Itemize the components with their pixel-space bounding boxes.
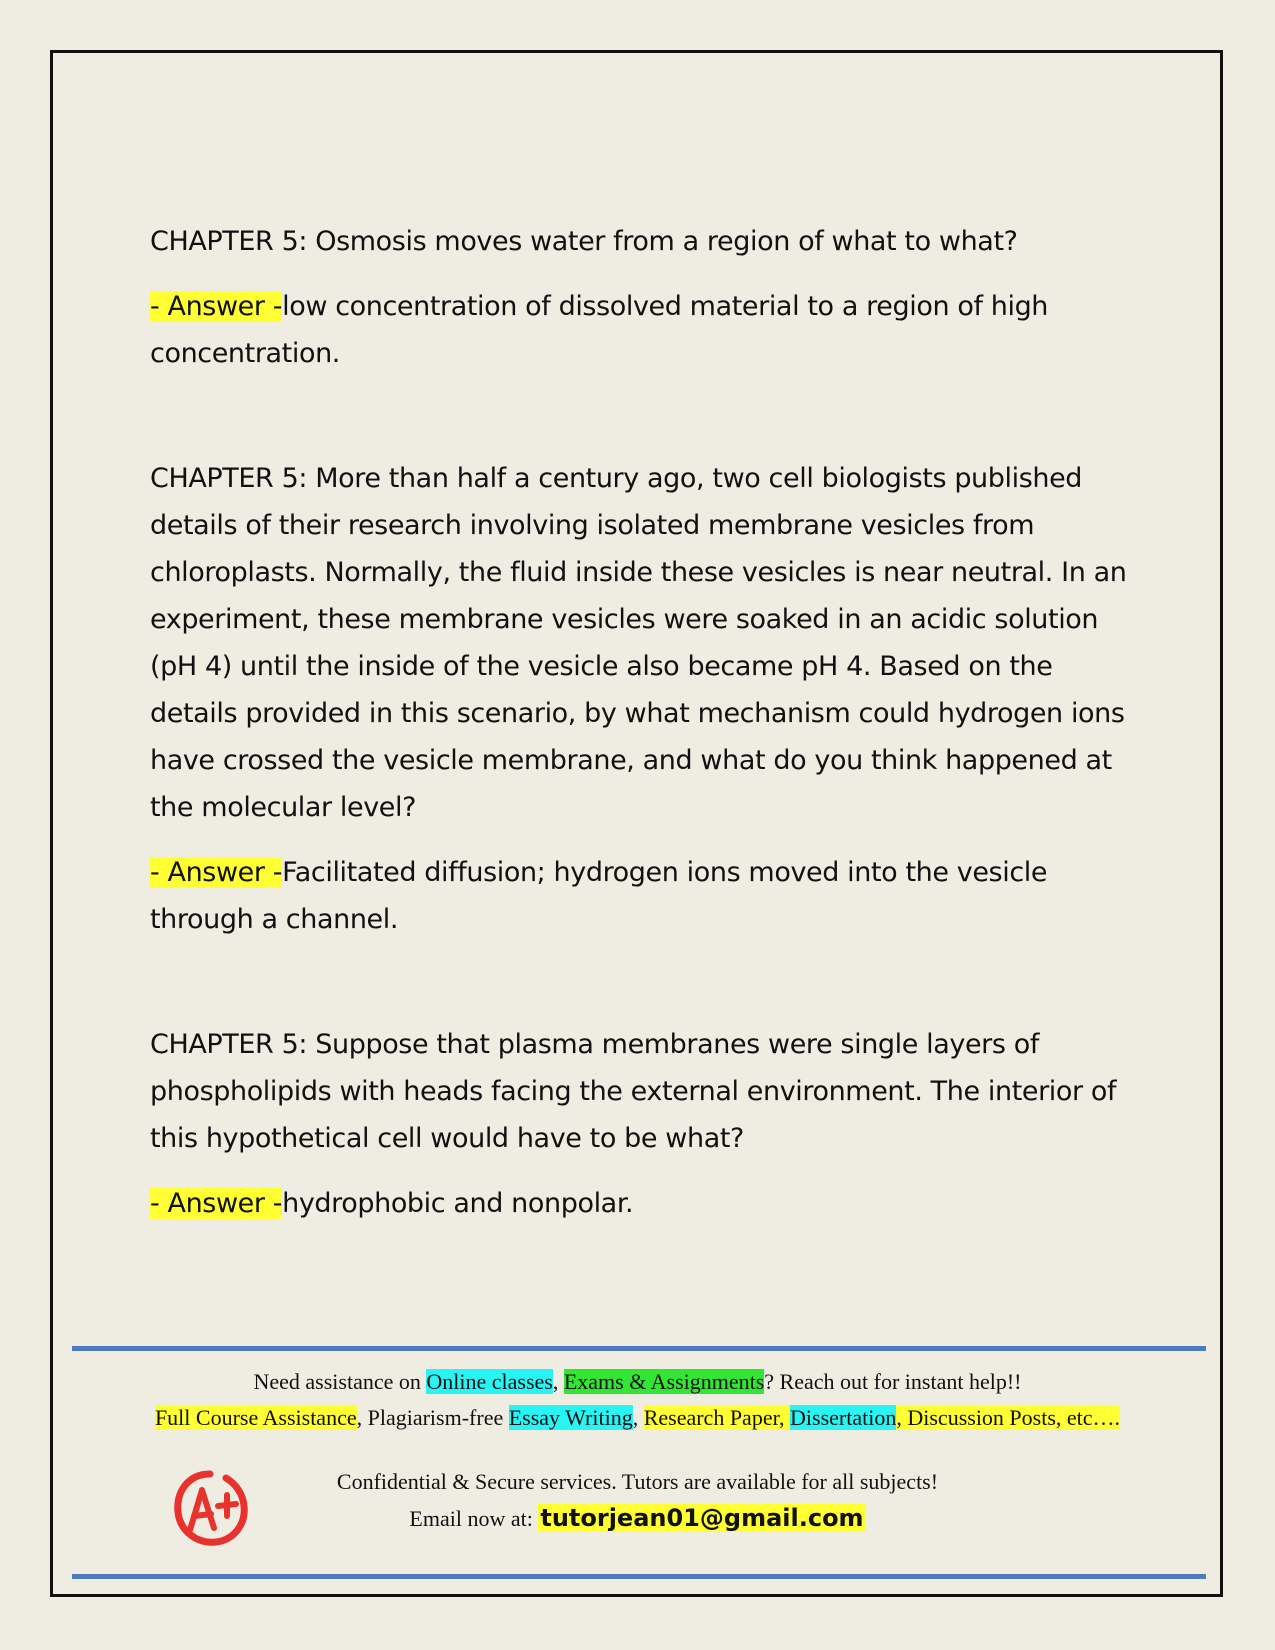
- footer-rule-top: [72, 1346, 1206, 1351]
- logo-text: A+: [170, 1466, 172, 1467]
- discussion-posts-highlight: , Discussion Posts, etc….: [896, 1405, 1121, 1430]
- footer-text: ? Reach out for instant help!!: [764, 1369, 1022, 1394]
- answer-text: [150, 283, 1130, 377]
- answer-label: - Answer -: [150, 291, 283, 322]
- footer-text: , Plagiarism-free: [356, 1405, 509, 1430]
- research-paper-highlight: Research Paper,: [643, 1405, 791, 1430]
- email-address: tutorjean01@gmail.com: [540, 1504, 864, 1532]
- footer-promo: [0, 1364, 1275, 1436]
- footer-line-2: [0, 1400, 1275, 1436]
- answer-body: hydrophobic and nonpolar.: [282, 1188, 634, 1219]
- question-text: CHAPTER 5: Suppose that plasma membranes were single layers of phospholipids with heads facing the external environment. The interior of this hypothetical cell would have to be what?: [150, 1029, 1117, 1154]
- answer-body: low concentration of dissolved material to a region of high concentration.: [150, 291, 1049, 369]
- answer-text: [150, 1180, 1130, 1227]
- essay-writing-highlight: Essay Writing: [508, 1405, 633, 1430]
- question-text: CHAPTER 5: Osmosis moves water from a region of what to what?: [150, 226, 1018, 257]
- qa-item: [150, 455, 1130, 943]
- footer-line-3: Confidential & Secure services. Tutors are available for all subjects!: [336, 1469, 939, 1494]
- question-text: CHAPTER 5: More than half a century ago, two cell biologists published details of their research involving isolated membrane vesicles from chloroplasts. Normally, the fluid inside these vesicles is near neutral. In an experiment, these membrane vesicles were soaked in an acidic solution (pH 4) until the inside of the vesicle also became pH 4. Based on the details provided in this scenario, by what mechanism could hydrogen ions have crossed the vesicle membrane, and what do you think happened at the molecular level?: [150, 463, 1127, 823]
- online-classes-highlight: Online classes: [426, 1369, 553, 1394]
- footer-text: Need assistance on: [253, 1369, 427, 1394]
- full-course-highlight: Full Course Assistance: [154, 1405, 357, 1430]
- answer-text: [150, 849, 1130, 943]
- answer-label: - Answer -: [150, 1188, 283, 1219]
- qa-content: [150, 218, 1130, 1227]
- footer-rule-bottom: [72, 1574, 1206, 1579]
- email-prefix: Email now at:: [409, 1506, 539, 1531]
- exams-highlight: Exams & Assignments: [563, 1369, 765, 1394]
- footer-text: ,: [632, 1405, 644, 1430]
- answer-body: Facilitated diffusion; hydrogen ions moved into the vesicle through a channel.: [150, 857, 1048, 935]
- footer-text: ,: [552, 1369, 564, 1394]
- a-plus-icon: [170, 1466, 250, 1550]
- footer-line-1: [0, 1364, 1275, 1400]
- answer-label: - Answer -: [150, 857, 283, 888]
- dissertation-highlight: Dissertation: [790, 1405, 897, 1430]
- qa-item: [150, 218, 1130, 377]
- qa-item: [150, 1021, 1130, 1227]
